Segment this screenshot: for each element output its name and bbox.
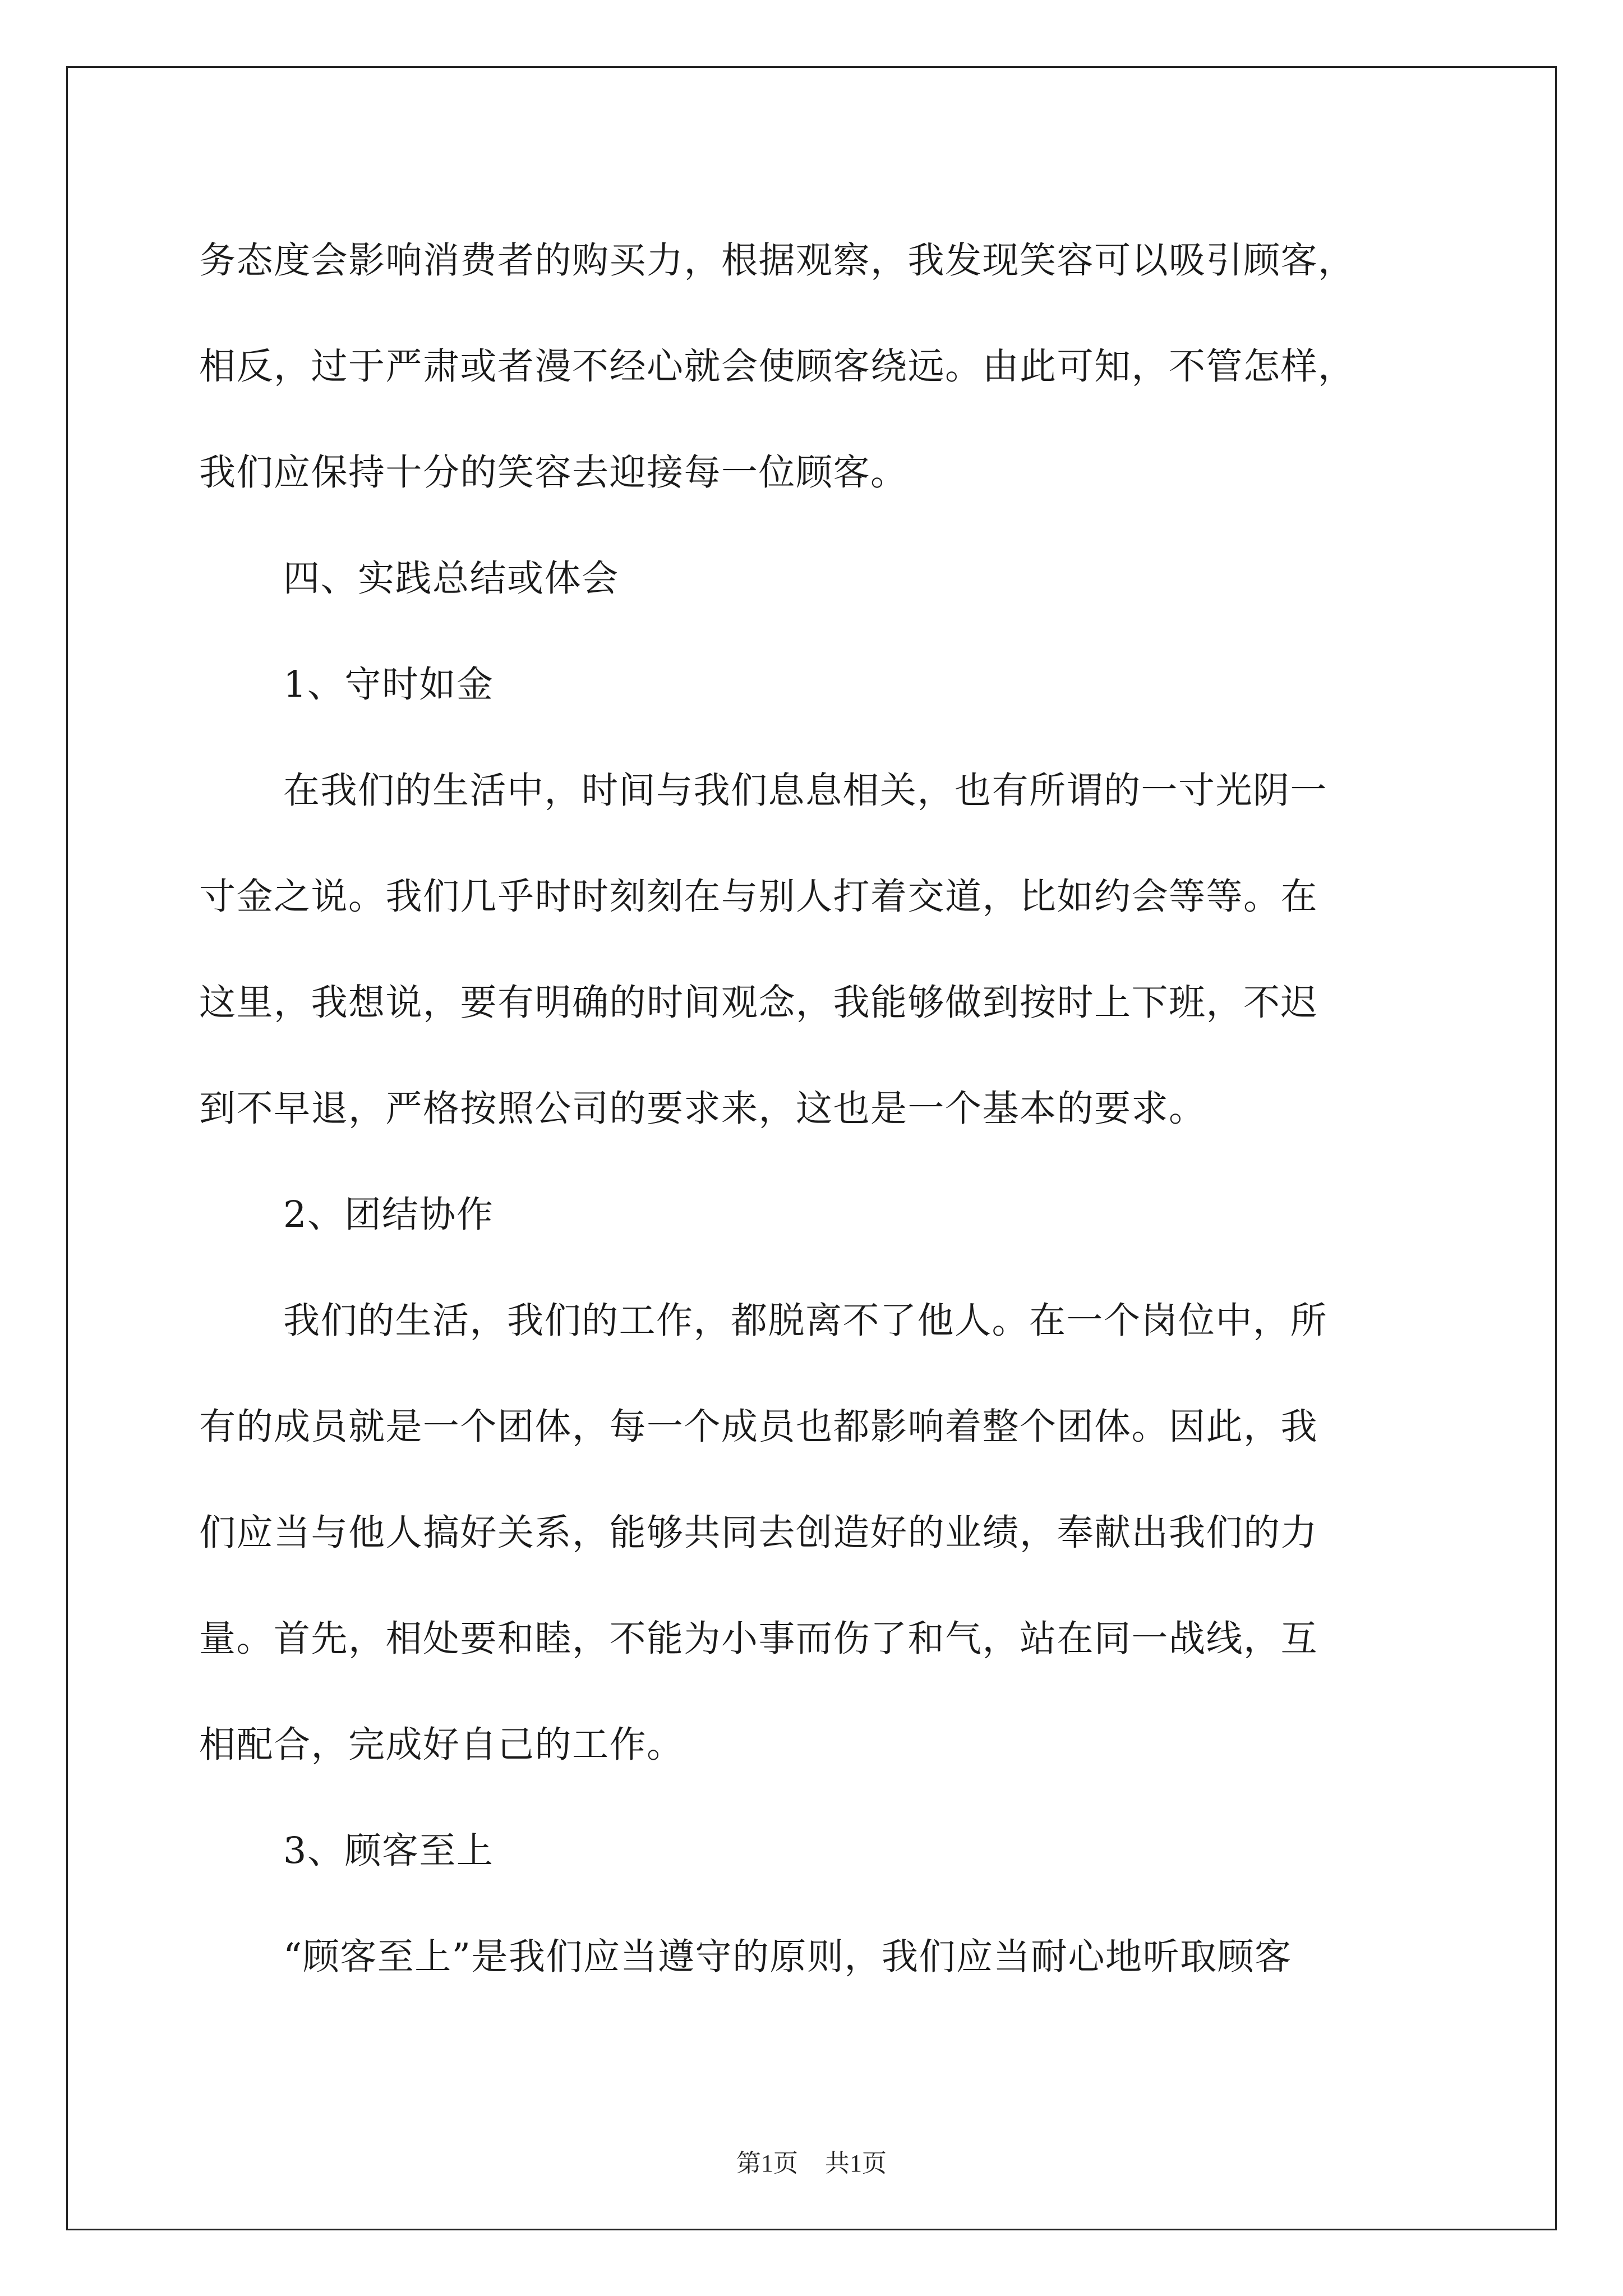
page-total: 共1页	[825, 2150, 887, 2177]
text-line-12: 有的成员就是一个团体，每一个成员也都影响着整个团体。因此，我	[199, 1406, 1318, 1448]
text-line-14: 量。首先，相处要和睦，不能为小事而伤了和气，站在同一战线，互	[199, 1618, 1318, 1660]
page-footer	[0, 2143, 1623, 2179]
document-body	[199, 208, 1433, 2010]
text-line-7: 寸金之说。我们几乎时时刻刻在与别人打着交道，比如约会等等。在	[199, 876, 1318, 918]
text-line-11: 我们的生活，我们的工作，都脱离不了他人。在一个岗位中，所	[283, 1300, 1328, 1342]
text-line-3: 我们应保持十分的笑容去迎接每一位顾客。	[199, 452, 908, 494]
text-line-13: 们应当与他人搞好关系，能够共同去创造好的业绩，奉献出我们的力	[199, 1512, 1318, 1554]
text-line-6: 在我们的生活中，时间与我们息息相关，也有所谓的一寸光阴一	[283, 770, 1328, 812]
section-heading: 四、实践总结或体会	[283, 558, 619, 600]
text-line-8: 这里，我想说，要有明确的时间观念，我能够做到按时上下班，不迟	[199, 982, 1318, 1024]
text-line-1: 务态度会影响消费者的购买力，根据观察，我发现笑容可以吸引顾客，	[199, 240, 1355, 282]
text-line-2: 相反，过于严肃或者漫不经心就会使顾客绕远。由此可知，不管怎样，	[199, 346, 1355, 388]
subheading-punctuality: 1、守时如金	[283, 664, 494, 706]
text-line-15: 相配合，完成好自己的工作。	[199, 1724, 684, 1766]
subheading-teamwork: 2、团结协作	[283, 1194, 494, 1236]
subheading-customer-first: 3、顾客至上	[283, 1830, 494, 1872]
page-number: 第1页	[736, 2150, 798, 2177]
text-line-17: “顾客至上”是我们应当遵守的原则，我们应当耐心地听取顾客	[283, 1936, 1292, 1978]
text-line-9: 到不早退，严格按照公司的要求来，这也是一个基本的要求。	[199, 1088, 1206, 1130]
